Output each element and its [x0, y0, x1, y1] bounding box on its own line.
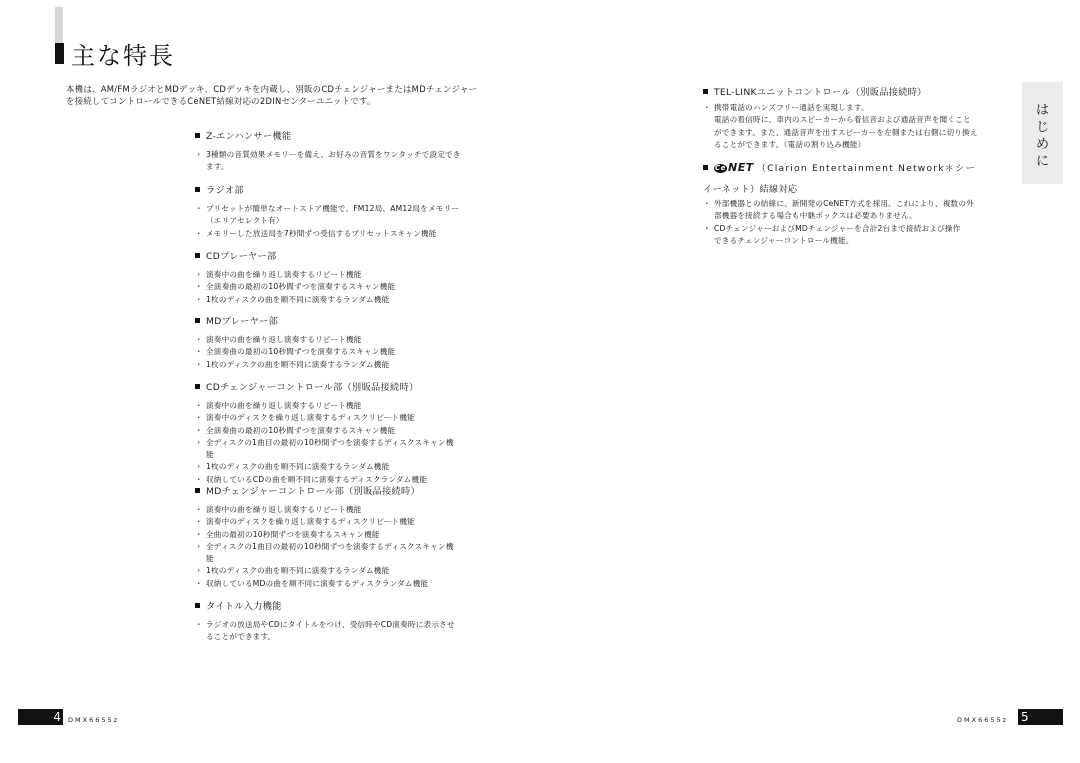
section-heading: TEL-LINKユニットコントロール（別販品接続時） — [714, 87, 927, 98]
list-item-continuation: ます。 — [206, 162, 229, 172]
feature-section — [195, 182, 525, 240]
intro-paragraph — [66, 83, 516, 107]
list-item: ・ メモリーした放送局を7秒間ずつ受信するプリセットスキャン機能 — [195, 228, 525, 240]
list-item: ・ 全演奏曲の最初の10秒間ずつを演奏するスキャン機能 — [195, 281, 525, 293]
bullet-icon: ・ — [195, 566, 203, 576]
feature-section — [195, 128, 525, 174]
list-item: ・ 1枚のディスクの曲を順不同に演奏するランダム機能 — [195, 461, 525, 473]
list-item-continuation: 能 — [206, 554, 214, 564]
bullet-icon: ・ — [195, 425, 203, 435]
section-heading: Z-エンハンサー機能 — [206, 131, 292, 142]
bullet-icon: ・ — [195, 462, 203, 472]
list-item: ・ 全ディスクの1曲目の最初の10秒間ずつを演奏するディスクスキャン機 — [195, 541, 525, 553]
square-bullet-icon — [195, 603, 200, 608]
list-item-continuation: できるチェンジャーコントロール機能。 — [714, 235, 854, 245]
bullet-icon: ・ — [195, 620, 203, 629]
feature-section — [195, 598, 525, 644]
bullet-icon: ・ — [195, 228, 203, 238]
list-item: ・ 1枚のディスクの曲を順不同に演奏するランダム機能 — [195, 565, 525, 577]
model-number-right: DMX6655z — [957, 716, 1009, 724]
list-item-continuation: 部機器を接続する場合も中継ボックスは必要ありません。 — [714, 211, 918, 221]
square-bullet-icon — [195, 384, 200, 389]
list-item: ・ 演奏中の曲を繰り返し演奏するリピート機能 — [195, 400, 525, 412]
bullet-icon: ・ — [195, 359, 203, 369]
bullet-icon: ・ — [703, 223, 711, 233]
list-item: ・ 携帯電話のハンズフリー通話を実現します。 — [703, 102, 1023, 114]
square-bullet-icon — [195, 253, 200, 258]
square-bullet-icon — [195, 187, 200, 192]
bullet-icon: ・ — [195, 294, 203, 304]
list-item: ・ 全演奏曲の最初の10秒間ずつを演奏するスキャン機能 — [195, 425, 525, 437]
page-number-left: 4 — [18, 709, 63, 725]
section-heading-continuation: イーネット）結線対応 — [703, 184, 798, 195]
list-item: ・ 1枚のディスクの曲を順不同に演奏するランダム機能 — [195, 359, 525, 371]
page-title: 主な特長 — [71, 42, 175, 70]
square-bullet-icon — [195, 488, 200, 493]
list-item: ・ プリセットが簡単なオートストア機能で、FM12局、AM12局をメモリー — [195, 203, 525, 215]
list-item-continuation: 能 — [206, 450, 214, 460]
bullet-icon: ・ — [195, 335, 203, 344]
square-bullet-icon — [703, 165, 708, 170]
section-heading: CDプレーヤー部 — [206, 251, 277, 262]
list-item-continuation: ができます。また、通話音声を出すスピーカーを左側または右側に切り換え — [714, 127, 978, 137]
bullet-icon: ・ — [195, 270, 203, 279]
list-item: ・ 演奏中の曲を繰り返し演奏するリピート機能 — [195, 269, 525, 281]
list-item: ・ 1枚のディスクの曲を順不同に演奏するランダム機能 — [195, 294, 525, 306]
title-decoration — [55, 7, 63, 43]
list-item-continuation: （エリアセレクト有） — [206, 216, 284, 226]
square-bullet-icon — [195, 318, 200, 323]
section-heading: CDチェンジャーコントロール部（別販品接続時） — [206, 382, 419, 393]
bullet-icon: ・ — [195, 347, 203, 357]
cenet-logo: Ce NET — [715, 161, 754, 174]
list-item: ・ 演奏中の曲を繰り返し演奏するリピート機能 — [195, 334, 525, 346]
bullet-icon: ・ — [195, 541, 203, 551]
bullet-icon: ・ — [195, 529, 203, 539]
list-item: ・ 収納しているMDの曲を順不同に演奏するディスクランダム機能 — [195, 578, 525, 590]
bullet-icon: ・ — [195, 282, 203, 292]
intro-line: を接続してコントロールできるCeNET結線対応の2DINセンターユニットです。 — [66, 96, 376, 106]
list-item: ・ 演奏中の曲を繰り返し演奏するリピート機能 — [195, 504, 525, 516]
bullet-icon: ・ — [703, 199, 711, 208]
section-heading: MDチェンジャーコントロール部（別販品接続時） — [206, 486, 420, 497]
title-marker — [55, 43, 64, 64]
feature-section — [195, 483, 525, 590]
list-item: ・ 全曲の最初の10秒間ずつを演奏するスキャン機能 — [195, 529, 525, 541]
section-heading: （Clarion Entertainment Network＊シー — [756, 163, 976, 174]
square-bullet-icon — [703, 89, 708, 94]
bullet-icon: ・ — [195, 401, 203, 410]
bullet-icon: ・ — [703, 103, 711, 112]
feature-section — [195, 379, 525, 486]
bullet-icon: ・ — [195, 437, 203, 447]
bullet-icon: ・ — [195, 150, 203, 159]
bullet-icon: ・ — [195, 505, 203, 514]
list-item: ・ 収納しているCDの曲を順不同に演奏するディスクランダム機能 — [195, 474, 525, 486]
tel-link-section — [703, 84, 1023, 151]
list-item: ・ 外部機器との結線に、新開発のCeNET方式を採用。これにより、複数の外 — [703, 198, 1023, 210]
page-number-right: 5 — [1018, 709, 1063, 725]
bullet-icon: ・ — [195, 578, 203, 588]
cenet-section — [703, 160, 1023, 247]
feature-section — [195, 313, 525, 371]
list-item: ・ 全演奏曲の最初の10秒間ずつを演奏するスキャン機能 — [195, 346, 525, 358]
list-item: ・ 演奏中のディスクを繰り返し演奏するディスクリピート機能 — [195, 412, 525, 424]
list-item-continuation: ることができます。（電話の割り込み機能） — [714, 139, 866, 149]
section-heading: MDプレーヤー部 — [206, 316, 279, 327]
square-bullet-icon — [195, 133, 200, 138]
list-item: ・ 3種類の音質効果メモリーを備え、お好みの音質をワンタッチで設定でき — [195, 149, 525, 161]
section-heading: タイトル入力機能 — [206, 601, 282, 612]
list-item-continuation: 電話の着信時に、車内のスピーカーから着信音および通話音声を聞くこと — [714, 115, 971, 125]
list-item: ・ 全ディスクの1曲目の最初の10秒間ずつを演奏するディスクスキャン機 — [195, 437, 525, 449]
intro-line: 本機は、AM/FMラジオとMDデッキ、CDデッキを内蔵し、別販のCDチェンジャーまたはMDチェンジャー — [66, 84, 478, 94]
chapter-tab-label: は じ め に — [1035, 103, 1049, 169]
bullet-icon: ・ — [195, 204, 203, 213]
section-heading: ラジオ部 — [206, 185, 244, 196]
list-item: ・ ラジオの放送局やCDにタイトルをつけ、受信時やCD演奏時に表示させ — [195, 619, 525, 631]
bullet-icon: ・ — [195, 474, 203, 484]
list-item: ・ CDチェンジャーおよびMDチェンジャーを合計2台まで接続および操作 — [703, 223, 1023, 235]
feature-section — [195, 248, 525, 306]
bullet-icon: ・ — [195, 517, 203, 527]
model-number-left: DMX6655z — [68, 716, 120, 724]
list-item-continuation: ることができます。 — [206, 632, 276, 642]
bullet-icon: ・ — [195, 413, 203, 423]
list-item: ・ 演奏中のディスクを繰り返し演奏するディスクリピート機能 — [195, 516, 525, 528]
